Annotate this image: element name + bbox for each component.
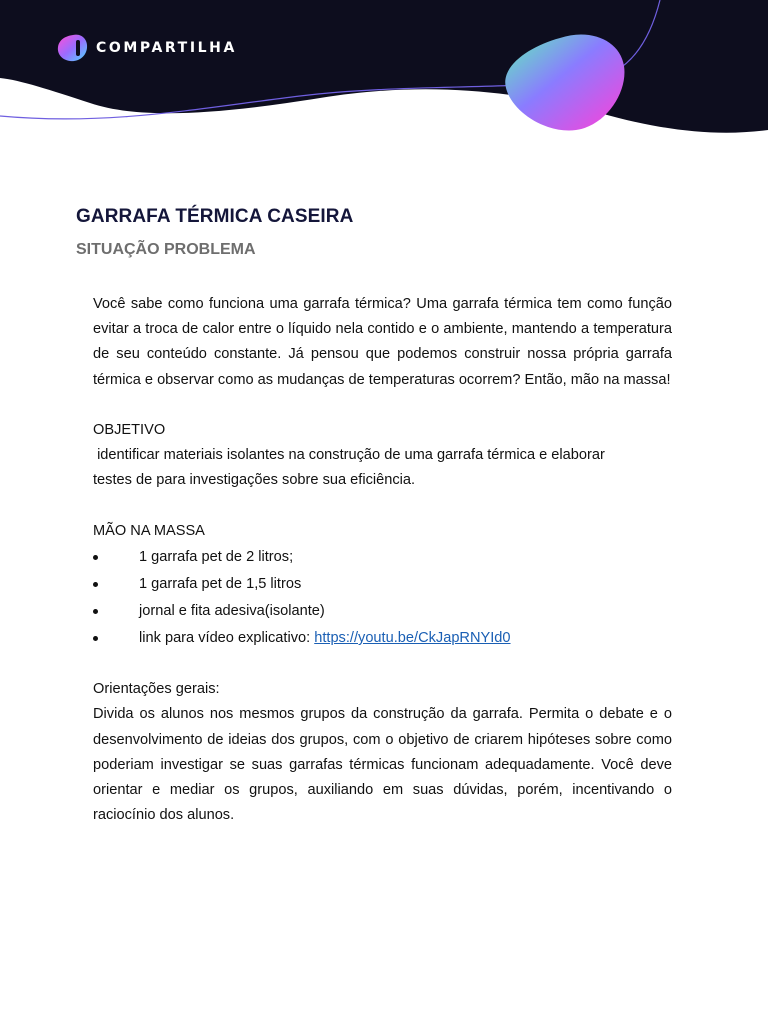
list-item-text: jornal e fita adesiva(isolante) [139,603,325,619]
spacer [93,393,672,418]
materials-list [93,544,672,652]
brand-name: COMPARTILHA [96,40,237,56]
materials-heading: MÃO NA MASSA [93,522,205,539]
objective-text: identificar materiais isolantes na construção de uma garrafa térmica e elaborar testes de para investigações sobre sua eficiência. [93,447,609,489]
document-subtitle: SITUAÇÃO PROBLEMA [76,241,256,258]
page-header [0,0,768,150]
video-label: link para vídeo explicativo: [139,630,315,646]
list-item [93,625,672,652]
bullet-icon [93,636,98,641]
spacer [93,652,672,677]
list-item [93,544,672,571]
bullet-icon [93,582,98,587]
guidelines-heading: Orientações gerais: [93,681,220,698]
document-body [93,292,672,828]
header-wave-background [0,0,768,150]
list-item [93,571,672,598]
brand-logo [56,32,237,64]
list-item-text: 1 garrafa pet de 2 litros; [139,549,294,565]
spacer [93,494,672,519]
logo-mark-icon [56,32,90,64]
intro-paragraph: Você sabe como funciona uma garrafa térmica? Uma garrafa térmica tem como função evitar a troca de calor entre o líquido nela contido e o ambiente, mantendo a temperatura de seu conteúdo constante. Já pensou que podemos construir nossa própria garrafa térmica e observar como as mudanças de temperaturas ocorrem? Então, mão na massa! [93,296,672,388]
list-item-text: 1 garrafa pet de 1,5 litros [139,576,302,592]
document-title: GARRAFA TÉRMICA CASEIRA [76,206,354,227]
bullet-icon [93,555,98,560]
bullet-icon [93,609,98,614]
objective-heading: OBJETIVO [93,422,166,438]
guidelines-paragraph: Divida os alunos nos mesmos grupos da construção da garrafa. Permita o debate e o desenvolvimento de ideias dos grupos, com o objetivo de criarem hipóteses sobre como poderiam investigar se suas garrafas térmicas funcionam adequadamente. Você deve orientar e mediar os grupos, auxiliando em suas dúvidas, porém, incentivando o raciocínio dos alunos. [93,706,672,824]
video-link[interactable]: https://youtu.be/CkJapRNYId0 [314,630,511,646]
list-item [93,598,672,625]
